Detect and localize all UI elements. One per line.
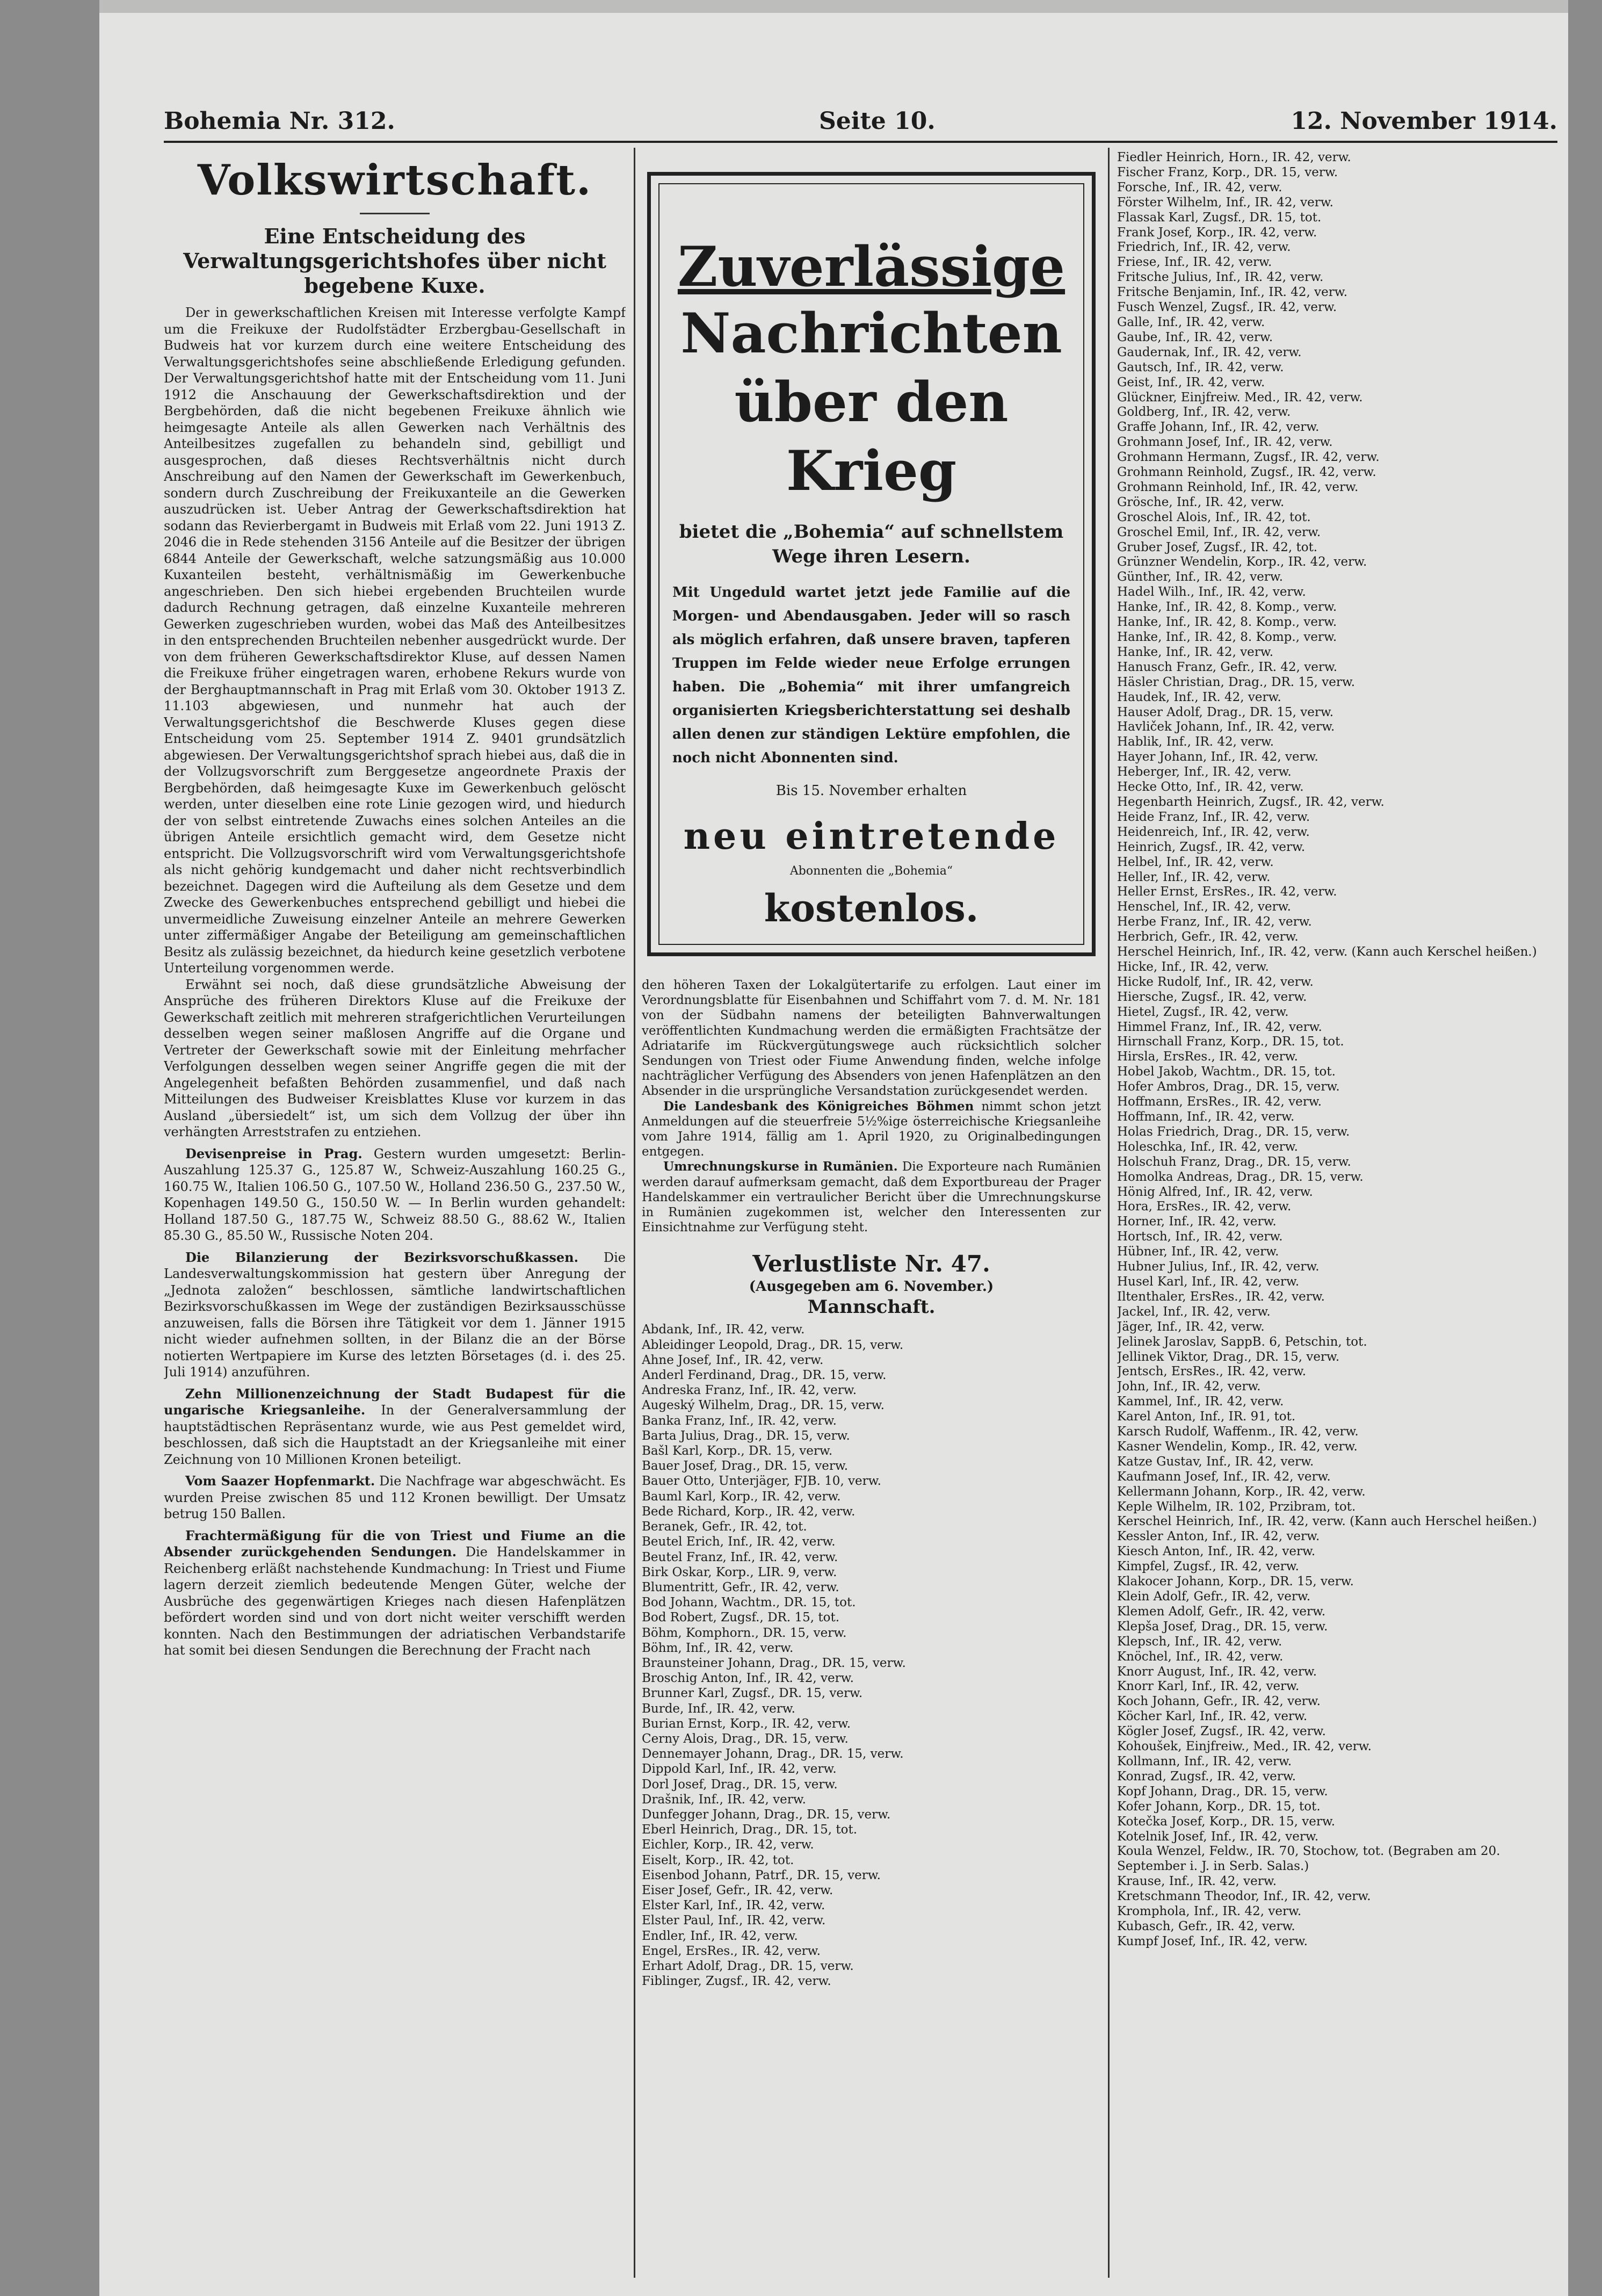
casualty-entry: Burde, Inf., IR. 42, verw. [642, 1701, 795, 1716]
casualty-entry: Kiesch Anton, Inf., IR. 42, verw. [1117, 1544, 1316, 1559]
column-casualty-list [1117, 150, 1563, 2278]
casualty-entry: Köcher Karl, Inf., IR. 42, verw. [1117, 1709, 1308, 1724]
page-header [164, 102, 1557, 140]
casualty-entry: Bauml Karl, Korp., IR. 42, verw. [642, 1489, 841, 1504]
casualty-entry: Hoffmann, Inf., IR. 42, verw. [1117, 1110, 1295, 1124]
casualty-list-subtitle: (Ausgegeben am 6. November.) [749, 1279, 994, 1295]
casualty-list-title: Verlustliste Nr. 47. [752, 1251, 990, 1277]
casualty-entry: Jackel, Inf., IR. 42, verw. [1117, 1304, 1271, 1319]
casualty-list-section: Mannschaft. [807, 1296, 936, 1318]
ad-title-line2: Nachrichten über den Krieg [680, 301, 1062, 503]
casualty-entry: Heberger, Inf., IR. 42, verw. [1117, 765, 1292, 779]
casualty-entry: Friedrich, Inf., IR. 42, verw. [1117, 240, 1291, 255]
article-paragraph: Erwähnt sei noch, daß diese grundsätzliche Abweisung der Ansprüche des früheren Direktors Kluse auf die Freikuxe der Gewerkschaft zeitlich mit mehreren strafgerichtlichen Verurteilungen desselben wegen seiner maßlosen Angriffe auf die Organe und Vertreter der Gewerkschaft sowie mit der Einleitung mehrfacher Verfolgungen desselben wegen seiner Angriffe gegen die mit der Angelegenheit befaßten Behörden zusammenfiel, und daß nach Mitteilungen des Budweiser Kreisblattes Kluse vor kurzem in das Ausland „übersiedelt“ ist, um sich dem Vollzug der über ihn verhängten Arreststrafen zu entziehen. [164, 977, 626, 1139]
casualty-entry: Bauer Otto, Unterjäger, FJB. 10, verw. [642, 1474, 881, 1489]
casualty-entry: Homolka Andreas, Drag., DR. 15, verw. [1117, 1169, 1364, 1184]
casualty-entry: Karel Anton, Inf., IR. 91, tot. [1117, 1410, 1296, 1424]
casualty-entry: Ahne Josef, Inf., IR. 42, verw. [642, 1353, 824, 1367]
casualty-entry: Hadel Wilh., Inf., IR. 42, verw. [1117, 585, 1306, 600]
ad-body: Mit Ungeduld wartet jetzt jede Familie auf die Morgen- und Abendausgaben. Jeder will so rasch als möglich erfahren, daß unsere braven, tapferen Truppen im Felde wieder neue Erfolge errungen haben. Die „Bohemia“ mit ihrer umfangreich organisierten Kriegsberichterstattung sei deshalb allen denen zur ständigen Lektüre empfohlen, die noch nicht Abonnenten sind. [672, 584, 1070, 766]
news-item-text: In der Generalversammlung der hauptstädtischen Repräsentanz wurde, wie aus Pest gemeldet wird, beschlossen, daß sich die Hauptstadt an der Kriegsanleihe mit einer Zeichnung von 10 Millionen Kronen beteiligt. [164, 1403, 626, 1467]
casualty-entry: John, Inf., IR. 42, verw. [1117, 1380, 1261, 1394]
casualty-entry: Geist, Inf., IR. 42, verw. [1117, 375, 1265, 389]
section-title: Volkswirtschaft. [197, 156, 592, 205]
casualty-entry: Kotelnik Josef, Inf., IR. 42, verw. [1117, 1829, 1319, 1844]
casualty-entry: Endler, Inf., IR. 42, verw. [642, 1929, 798, 1943]
page-top-edge [99, 0, 1568, 13]
casualty-entry: Frank Josef, Korp., IR. 42, verw. [1117, 225, 1317, 240]
casualty-entry: Eberl Heinrich, Drag., DR. 15, tot. [642, 1823, 858, 1837]
casualty-entry: Klepsch, Inf., IR. 42, verw. [1117, 1634, 1282, 1649]
casualty-entry: Groschel Alois, Inf., IR. 42, tot. [1117, 510, 1311, 524]
casualty-entry: Hicke, Inf., IR. 42, verw. [1117, 959, 1269, 974]
casualty-entry: Koula Wenzel, Feldw., IR. 70, Stochow, tot. (Begraben am 20. September i. J. in Serb. Salas.) [1117, 1844, 1500, 1874]
casualty-entry: Goldberg, Inf., IR. 42, verw. [1117, 405, 1291, 420]
casualty-entry: Horner, Inf., IR. 42, verw. [1117, 1215, 1277, 1229]
casualty-entry: Beutel Franz, Inf., IR. 42, verw. [642, 1550, 838, 1564]
casualty-entry: Glückner, Einjfreiw. Med., IR. 42, verw. [1117, 390, 1363, 405]
casualty-entry: Kaufmann Josef, Inf., IR. 42, verw. [1117, 1469, 1331, 1484]
casualty-entry: Kollmann, Inf., IR. 42, verw. [1117, 1754, 1292, 1768]
ad-subscribers-line: Abonnenten die „Bohemia“ [789, 864, 953, 878]
casualty-entry: Grohmann Josef, Inf., IR. 42, verw. [1117, 435, 1333, 450]
casualty-entry: Kotečka Josef, Korp., DR. 15, verw. [1117, 1814, 1336, 1829]
casualty-entry: Grohmann Reinhold, Zugsf., IR. 42, verw. [1117, 465, 1376, 480]
casualty-entry: Groschel Emil, Inf., IR. 42, verw. [1117, 525, 1321, 539]
casualty-entry: Bod Robert, Zugsf., DR. 15, tot. [642, 1611, 839, 1625]
casualty-entry: Heller, Inf., IR. 42, verw. [1117, 870, 1271, 884]
casualty-entry: Holschuh Franz, Drag., DR. 15, verw. [1117, 1154, 1351, 1169]
casualty-entry: Heide Franz, Inf., IR. 42, verw. [1117, 810, 1310, 824]
header-page-number: Seite 10. [819, 107, 936, 135]
casualty-entry: Kretschmann Theodor, Inf., IR. 42, verw. [1117, 1889, 1371, 1904]
ad-free: kostenlos. [764, 886, 979, 930]
casualty-entry: Knorr Karl, Inf., IR. 42, verw. [1117, 1679, 1300, 1694]
advertisement-box [647, 172, 1096, 956]
news-item-head: Zehn Millionenzeichnung der Stadt Budapest für die ungarische Kriegsanleihe. [164, 1385, 626, 1418]
casualty-entry: Konrad, Zugsf., IR. 42, verw. [1117, 1769, 1296, 1784]
casualty-entry: Burian Ernst, Korp., IR. 42, verw. [642, 1716, 851, 1731]
casualty-entry: Hayer Johann, Inf., IR. 42, verw. [1117, 750, 1318, 764]
casualty-entry: Günther, Inf., IR. 42, verw. [1117, 570, 1284, 584]
casualty-entry: Kellermann Johann, Korp., IR. 42, verw. [1117, 1484, 1366, 1499]
news-item [164, 1528, 626, 1659]
article-continuation: den höheren Taxen der Lokalgütertarife zu erfolgen. Laut einer im Verordnungsblatte für Eisenbahnen und Schiffahrt vom 7. d. M. Nr. 181 von der Südbahn namens der beteiligten Bahnverwaltungen veröffentlichten Kundmachung werden die ermäßigten Frachtsätze der Adriatarife im Rückvergütungswege auch rücksichtlich solcher Sendungen von Triest oder Fiume Anwendung finden, welche infolge nachträglicher Verfügung des Absenders von jenen Hafenplätzen an den Absender in die ursprüngliche Versandstation zurückgesendet werden. [642, 978, 1101, 1099]
casualty-entry: Henschel, Inf., IR. 42, verw. [1117, 900, 1291, 914]
casualty-entry: Klein Adolf, Gefr., IR. 42, verw. [1117, 1590, 1311, 1604]
casualty-entry: Grünzner Wendelin, Korp., IR. 42, verw. [1117, 555, 1367, 569]
casualty-entry: Kessler Anton, Inf., IR. 42, verw. [1117, 1529, 1320, 1544]
casualty-entry: Bauer Josef, Drag., DR. 15, verw. [642, 1459, 849, 1474]
casualty-entry: Fiedler Heinrich, Horn., IR. 42, verw. [1117, 150, 1351, 164]
casualty-entry: Kohoušek, Einjfreiw., Med., IR. 42, verw. [1117, 1739, 1372, 1754]
casualty-entry: Hauser Adolf, Drag., DR. 15, verw. [1117, 705, 1334, 719]
news-item-head: Die Landesbank des Königreiches Böhmen [663, 1099, 974, 1114]
casualty-entry: Bašl Karl, Korp., DR. 15, verw. [642, 1444, 833, 1459]
casualty-entry: Böhm, Inf., IR. 42, verw. [642, 1641, 794, 1655]
news-item [642, 1099, 1101, 1160]
casualty-entry: Graffe Johann, Inf., IR. 42, verw. [1117, 420, 1320, 435]
casualty-entry: Hora, ErsRes., IR. 42, verw. [1117, 1200, 1292, 1214]
news-item-text: Die Landesverwaltungskommission hat gestern über Anregung der „Jednota založen“ beschlossen, sämtliche landwirtschaftlichen Bezirksvorschußkassen im Wege der zuständigen Bezirksausschüsse anzuweisen, falls die Börsen ihre Tätigkeit vor dem 1. Jänner 1915 nicht wieder aufnehmen sollten, in der Bilanz die an der Börse notierten Wertpapiere im Kurse des letzten Börsetages (d. i. des 25. Juli 1914) anzuführen. [164, 1250, 626, 1380]
casualty-entry: Kopf Johann, Drag., DR. 15, verw. [1117, 1784, 1328, 1799]
casualty-entry: Anderl Ferdinand, Drag., DR. 15, verw. [642, 1368, 887, 1383]
casualty-entry: Himmel Franz, Inf., IR. 42, verw. [1117, 1020, 1322, 1034]
casualty-entry: Banka Franz, Inf., IR. 42, verw. [642, 1413, 837, 1428]
newspaper-page [99, 0, 1568, 2296]
casualty-entry: Gruber Josef, Zugsf., IR. 42, tot. [1117, 540, 1318, 554]
casualty-entry: Krause, Inf., IR. 42, verw. [1117, 1874, 1277, 1889]
news-item [164, 1386, 626, 1468]
news-item-text: nimmt schon jetzt Anmeldungen auf die steuerfreie 5½%ige österreichische Kriegsanleihe vom Jahre 1914, fällig am 1. April 1920, zu Originalbedingungen entgegen. [642, 1099, 1101, 1159]
casualty-entry: Jentsch, ErsRes., IR. 42, verw. [1117, 1364, 1307, 1379]
casualty-entry: Kubasch, Gefr., IR. 42, verw. [1117, 1919, 1295, 1933]
casualty-entry: Fischer Franz, Korp., DR. 15, verw. [1117, 165, 1338, 179]
casualty-entry: Hubner Julius, Inf., IR. 42, verw. [1117, 1260, 1320, 1274]
casualty-entry: Kimpfel, Zugsf., IR. 42, verw. [1117, 1559, 1299, 1574]
casualty-entries-middle [642, 1322, 1101, 1989]
casualty-entry: Hönig Alfred, Inf., IR. 42, verw. [1117, 1185, 1313, 1199]
casualty-entry: Kasner Wendelin, Komp., IR. 42, verw. [1117, 1439, 1358, 1454]
casualty-entries-right [1117, 150, 1563, 1950]
casualty-entry: Keple Wilhelm, IR. 102, Przibram, tot. [1117, 1499, 1356, 1514]
casualty-entry: Hanusch Franz, Gefr., IR. 42, verw. [1117, 660, 1338, 674]
casualty-entry: Elster Paul, Inf., IR. 42, verw. [642, 1914, 826, 1928]
casualty-entry: Eiser Josef, Gefr., IR. 42, verw. [642, 1883, 833, 1897]
casualty-entry: Barta Julius, Drag., DR. 15, verw. [642, 1428, 850, 1443]
casualty-entry: Dorl Josef, Drag., DR. 15, verw. [642, 1777, 838, 1792]
casualty-entry: Fiblinger, Zugsf., IR. 42, verw. [642, 1974, 831, 1989]
header-date: 12. November 1914. [1291, 107, 1557, 135]
column-divider-2 [1108, 148, 1110, 2278]
casualty-entry: Hanke, Inf., IR. 42, verw. [1117, 645, 1274, 659]
casualty-entry: Friese, Inf., IR. 42, verw. [1117, 255, 1272, 270]
column-divider-1 [634, 148, 635, 2278]
casualty-entry: Herbe Franz, Inf., IR. 42, verw. [1117, 915, 1312, 929]
casualty-entry: Klakocer Johann, Korp., DR. 15, verw. [1117, 1575, 1354, 1589]
casualty-entry: Heller Ernst, ErsRes., IR. 42, verw. [1117, 885, 1337, 899]
casualty-entry: Hanke, Inf., IR. 42, 8. Komp., verw. [1117, 615, 1337, 630]
casualty-entry: Eisenbod Johann, Patrf., DR. 15, verw. [642, 1868, 881, 1882]
casualty-entry: Ableidinger Leopold, Drag., DR. 15, verw. [642, 1338, 904, 1352]
casualty-entry: Blumentritt, Gefr., IR. 42, verw. [642, 1580, 839, 1594]
ad-subtitle: bietet die „Bohemia“ auf schnellstem Wege ihren Lesern. [679, 521, 1064, 567]
casualty-entry: Augeský Wilhelm, Drag., DR. 15, verw. [642, 1398, 885, 1413]
casualty-entry: Gaudernak, Inf., IR. 42, verw. [1117, 345, 1302, 359]
casualty-entry: Koch Johann, Gefr., IR. 42, verw. [1117, 1694, 1321, 1709]
casualty-entry: Hecke Otto, Inf., IR. 42, verw. [1117, 780, 1304, 795]
news-item-head: Umrechnungskurse in Rumänien. [663, 1159, 898, 1174]
column-middle-lower [642, 978, 1101, 2278]
casualty-entry: Grohmann Reinhold, Inf., IR. 42, verw. [1117, 480, 1359, 494]
casualty-entry: Hicke Rudolf, Inf., IR. 42, verw. [1117, 974, 1314, 989]
casualty-entry: Kumpf Josef, Inf., IR. 42, verw. [1117, 1934, 1308, 1948]
casualty-entry: Havliček Johann, Inf., IR. 42, verw. [1117, 720, 1335, 734]
casualty-entry: Häsler Christian, Drag., DR. 15, verw. [1117, 675, 1355, 689]
casualty-entry: Bede Richard, Korp., IR. 42, verw. [642, 1504, 856, 1519]
casualty-entry: Elster Karl, Inf., IR. 42, verw. [642, 1898, 825, 1913]
casualty-entry: Flassak Karl, Zugsf., DR. 15, tot. [1117, 210, 1322, 225]
casualty-entry: Knorr August, Inf., IR. 42, verw. [1117, 1664, 1317, 1679]
news-item-head: Frachtermäßigung für die von Triest und Fiume an die Absender zurückgehenden Sendungen. [164, 1527, 626, 1559]
casualty-entry: Hanke, Inf., IR. 42, 8. Komp., verw. [1117, 630, 1337, 644]
casualty-entry: Kromphola, Inf., IR. 42, verw. [1117, 1904, 1302, 1919]
casualty-entry: Fusch Wenzel, Zugsf., IR. 42, verw. [1117, 300, 1337, 315]
news-item-head: Die Bilanzierung der Bezirksvorschußkassen. [185, 1249, 578, 1265]
casualty-entry: Jäger, Inf., IR. 42, verw. [1117, 1319, 1265, 1334]
news-item-text: Gestern wurden umgesetzt: Berlin-Auszahlung 125.37 G., 125.87 W., Schweiz-Auszahlung 160.25 G., 160.75 W., Italien 106.50 G., 107.50 W., Holland 236.50 G., 237.50 W., Kopenhagen 149.50 G., 150.50 W. — In Berlin wurden gehandelt: Holland 187.50 G., 187.75 W., Schweiz 88.50 G., 88.62 W., Italien 85.30 G., 85.50 W., Russische Noten 204. [164, 1146, 626, 1243]
news-item [642, 1159, 1101, 1235]
casualty-entry: Hübner, Inf., IR. 42, verw. [1117, 1245, 1279, 1259]
casualty-entry: Klepša Josef, Drag., DR. 15, verw. [1117, 1619, 1328, 1634]
casualty-entry: Hablik, Inf., IR. 42, verw. [1117, 735, 1274, 749]
news-item-text: Die Exporteure nach Rumänien werden darauf aufmerksam gemacht, daß dem Exportbureau der Prager Handelskammer ein vertraulicher Bericht über die Umrechnungskurse in Rumänien zugekommen ist, welcher den Interessenten zur Einsichtnahme zur Verfügung steht. [642, 1160, 1101, 1235]
news-item [164, 1473, 626, 1522]
casualty-entry: Eiselt, Korp., IR. 42, tot. [642, 1853, 794, 1867]
ad-new-subscribers: neu eintretende [683, 815, 1060, 858]
casualty-entry: Abdank, Inf., IR. 42, verw. [642, 1323, 805, 1337]
casualty-entry: Herschel Heinrich, Inf., IR. 42, verw. (Kann auch Kerschel heißen.) [1117, 945, 1537, 959]
casualty-entry: Dennemayer Johann, Drag., DR. 15, verw. [642, 1747, 904, 1761]
casualty-entry: Förster Wilhelm, Inf., IR. 42, verw. [1117, 195, 1333, 210]
casualty-entry: Hofer Ambros, Drag., DR. 15, verw. [1117, 1080, 1340, 1094]
header-issue: Bohemia Nr. 312. [164, 107, 395, 135]
advertisement-inner-border [658, 183, 1084, 945]
news-item-text: Die Handelskammer in Reichenberg erläßt nachstehende Kundmachung: In Triest und Fiume lagern derzeit ziemlich bedeutende Mengen Güter, welche der Ausbrüche des gegenwärtigen Krieges nach diesen Hafenplätzen befördert worden sind und von dort nicht weiter verschifft werden konnten. Nach den Bestimmungen der adriatischen Verbandstarife hat somit bei diesen Sendungen die Berechnung der Fracht nach [164, 1544, 626, 1658]
casualty-entry: Hegenbarth Heinrich, Zugsf., IR. 42, verw. [1117, 795, 1384, 809]
casualty-entry: Grösche, Inf., IR. 42, verw. [1117, 495, 1285, 509]
casualty-entry: Hanke, Inf., IR. 42, 8. Komp., verw. [1117, 600, 1337, 615]
casualty-entry: Knöchel, Inf., IR. 42, verw. [1117, 1649, 1284, 1664]
casualty-entry: Beutel Erich, Inf., IR. 42, verw. [642, 1535, 836, 1549]
casualty-entry: Holas Friedrich, Drag., DR. 15, verw. [1117, 1124, 1350, 1139]
article-title: Eine Entscheidung des Verwaltungsgerichtshofes über nicht begebene Kuxe. [183, 224, 606, 298]
casualty-entry: Jellinek Viktor, Drag., DR. 15, verw. [1117, 1349, 1340, 1364]
casualty-entry: Drašnik, Inf., IR. 42, verw. [642, 1792, 806, 1807]
casualty-entry: Braunsteiner Johann, Drag., DR. 15, verw. [642, 1656, 906, 1670]
news-item-head: Vom Saazer Hopfenmarkt. [185, 1473, 375, 1489]
casualty-entry: Hiersche, Zugsf., IR. 42, verw. [1117, 990, 1307, 1004]
casualty-entry: Hirsla, ErsRes., IR. 42, verw. [1117, 1050, 1298, 1064]
casualty-entry: Gautsch, Inf., IR. 42, verw. [1117, 360, 1284, 374]
news-item-text: Die Nachfrage war abgeschwächt. Es wurden Preise zwischen 85 und 112 Kronen bewilligt. Der Umsatz betrug 150 Ballen. [164, 1474, 626, 1521]
section-rule [360, 213, 430, 214]
casualty-entry: Klemen Adolf, Gefr., IR. 42, verw. [1117, 1604, 1326, 1619]
casualty-entry: Hietel, Zugsf., IR. 42, verw. [1117, 1005, 1289, 1019]
column-economy [164, 150, 626, 2278]
casualty-entry: Gaube, Inf., IR. 42, verw. [1117, 330, 1273, 344]
casualty-entry: Fritsche Benjamin, Inf., IR. 42, verw. [1117, 285, 1348, 300]
casualty-entry: Kerschel Heinrich, Inf., IR. 42, verw. (Kann auch Herschel heißen.) [1117, 1514, 1537, 1529]
casualty-entry: Andreska Franz, Inf., IR. 42, verw. [642, 1383, 857, 1398]
casualty-entry: Broschig Anton, Inf., IR. 42, verw. [642, 1671, 854, 1686]
casualty-entry: Grohmann Hermann, Zugsf., IR. 42, verw. [1117, 450, 1380, 465]
news-item [164, 1146, 626, 1244]
casualty-entry: Hobel Jakob, Wachtm., DR. 15, tot. [1117, 1065, 1336, 1079]
casualty-entry: Dippold Karl, Inf., IR. 42, verw. [642, 1762, 837, 1777]
casualty-entry: Hortsch, Inf., IR. 42, verw. [1117, 1230, 1283, 1244]
casualty-entry: Katze Gustav, Inf., IR. 42, verw. [1117, 1454, 1314, 1469]
casualty-entry: Kammel, Inf., IR. 42, verw. [1117, 1395, 1284, 1409]
casualty-entry: Haudek, Inf., IR. 42, verw. [1117, 690, 1281, 704]
ad-until: Bis 15. November erhalten [775, 783, 967, 799]
header-rule [164, 141, 1557, 143]
casualty-entry: Kögler Josef, Zugsf., IR. 42, verw. [1117, 1724, 1326, 1739]
news-item [164, 1250, 626, 1381]
casualty-entry: Kofer Johann, Korp., DR. 15, tot. [1117, 1799, 1321, 1814]
ad-title-line1: Zuverlässige [677, 235, 1065, 299]
casualty-entry: Helbel, Inf., IR. 42, verw. [1117, 855, 1274, 869]
casualty-entry: Hoffmann, ErsRes., IR. 42, verw. [1117, 1095, 1322, 1109]
casualty-entry: Erhart Adolf, Drag., DR. 15, verw. [642, 1959, 854, 1973]
casualty-entry: Jelinek Jaroslav, SappB. 6, Petschin, tot. [1117, 1334, 1367, 1349]
news-item-head: Devisenpreise in Prag. [185, 1145, 363, 1161]
casualty-entry: Birk Oskar, Korp., LIR. 9, verw. [642, 1565, 837, 1579]
casualty-entry: Herbrich, Gefr., IR. 42, verw. [1117, 930, 1299, 944]
casualty-entry: Iltenthaler, ErsRes., IR. 42, verw. [1117, 1289, 1325, 1304]
casualty-entry: Galle, Inf., IR. 42, verw. [1117, 315, 1265, 329]
casualty-entry: Forsche, Inf., IR. 42, verw. [1117, 180, 1282, 194]
casualty-entry: Heinrich, Zugsf., IR. 42, verw. [1117, 840, 1306, 854]
casualty-entry: Böhm, Komphorn., DR. 15, verw. [642, 1626, 847, 1640]
casualty-entry: Cerny Alois, Drag., DR. 15, verw. [642, 1731, 849, 1746]
casualty-entry: Dunfegger Johann, Drag., DR. 15, verw. [642, 1807, 891, 1822]
casualty-entry: Holeschka, Inf., IR. 42, verw. [1117, 1139, 1298, 1154]
casualty-entry: Karsch Rudolf, Waffenm., IR. 42, verw. [1117, 1425, 1359, 1439]
casualty-entry: Engel, ErsRes., IR. 42, verw. [642, 1944, 821, 1958]
casualty-entry: Hirnschall Franz, Korp., DR. 15, tot. [1117, 1035, 1344, 1049]
casualty-entry: Brunner Karl, Zugsf., DR. 15, verw. [642, 1686, 863, 1701]
casualty-entry: Eichler, Korp., IR. 42, verw. [642, 1838, 814, 1852]
casualty-entry: Husel Karl, Inf., IR. 42, verw. [1117, 1274, 1300, 1289]
casualty-entry: Beranek, Gefr., IR. 42, tot. [642, 1520, 807, 1534]
article-paragraph: Der in gewerkschaftlichen Kreisen mit Interesse verfolgte Kampf um die Freikuxe der Rudolfstädter Erzbergbau-Gesellschaft in Budweis hat vor kurzem durch eine weitere Entscheidung des Verwaltungsgerichtshofes seine abschließende Erledigung gefunden. Der Verwaltungsgerichtshof hatte mit der Entscheidung vom 11. Juni 1912 die Anschauung der Gewerkschaftsdirektion und der Bergbehörden, daß die nicht begebenen Freikuxe ähnlich wie heimgesagte Anteile als allen Gewerken nach Verhältnis des Anteilbesitzes zugefallen zu behandeln sind, gebilligt und ausgesprochen, daß dieses Rechtsverhältnis nicht durch Anschreibung auf den Namen der Gewerkschaft im Gewerkenbuch, sondern durch Zuschreibung der Freikuxanteile an die Gewerken auszudrücken ist. Ueber Antrag der Gewerkschaftsdirektion hat sodann das Revierbergamt in Budweis mit Erlaß vom 22. Juni 1913 Z. 2046 die in Rede stehenden 3156 Anteile auf die Besitzer der übrigen 6844 Anteile der Gewerkschaft, welche satzungsmäßig aus 10.000 Kuxanteilen besteht, verhältnismäßig im Gewerkenbuche angeschrieben. Den sich hiebei ergebenden Bruchteilen wurde dadurch Rechnung getragen, daß einzelne Kuxanteile mehreren Gewerken zugeschrieben wurden, wobei das Maß des Anteilbesitzes in den entsprechenden Bruchteilen nebenher ausgedrückt wurde. Der von dem früheren Gewerkschaftsdirektor Kluse, auf dessen Namen die Freikuxe früher eingetragen waren, erhobene Rekurs wurde von der Berghauptmannschaft in Prag mit Erlaß vom 30. Oktober 1913 Z. 11.103 abgewiesen, und nunmehr hat auch der Verwaltungsgerichtshof die Beschwerde Kluses gegen diese Entscheidung vom 25. September 1914 Z. 9401 grundsätzlich abgewiesen. Der Verwaltungsgerichtshof sprach hiebei aus, daß die in der Vollzugsvorschrift zum Berggesetze angeordnete Praxis der Bergbehörden, daß heimgesagte Kuxe im Gewerkenbuch gelöscht werden, unter dieselben eine rote Linie gezogen wird, und hiedurch der von selbst eintretende Zuwachs eines solchen Anteiles an die übrigen Anteile ersichtlich gemacht wird, dem Gesetze nicht entspricht. Die Vollzugsvorschrift wird vom Verwaltungsgerichtshofe als nicht gehörig kundgemacht und daher nicht rechtsverbindlich bezeichnet. Dagegen wird die Aufteilung als dem Gesetze und dem Zwecke des Gewerkenbuches entsprechend gebilligt und hiebei die unvermeidliche Zuweisung einzelner Anteile an mehrere Gewerken unter ziffermäßiger Angabe der Beteiligung am gemeinschaftlichen Besitz als zulässig bezeichnet, da hiedurch keine gesetzlich verbotene Unterteilung vorgenommen werde. [164, 305, 626, 976]
casualty-entry: Bod Johann, Wachtm., DR. 15, tot. [642, 1595, 856, 1610]
casualty-entry: Heidenreich, Inf., IR. 42, verw. [1117, 825, 1310, 839]
casualty-entry: Fritsche Julius, Inf., IR. 42, verw. [1117, 270, 1324, 285]
